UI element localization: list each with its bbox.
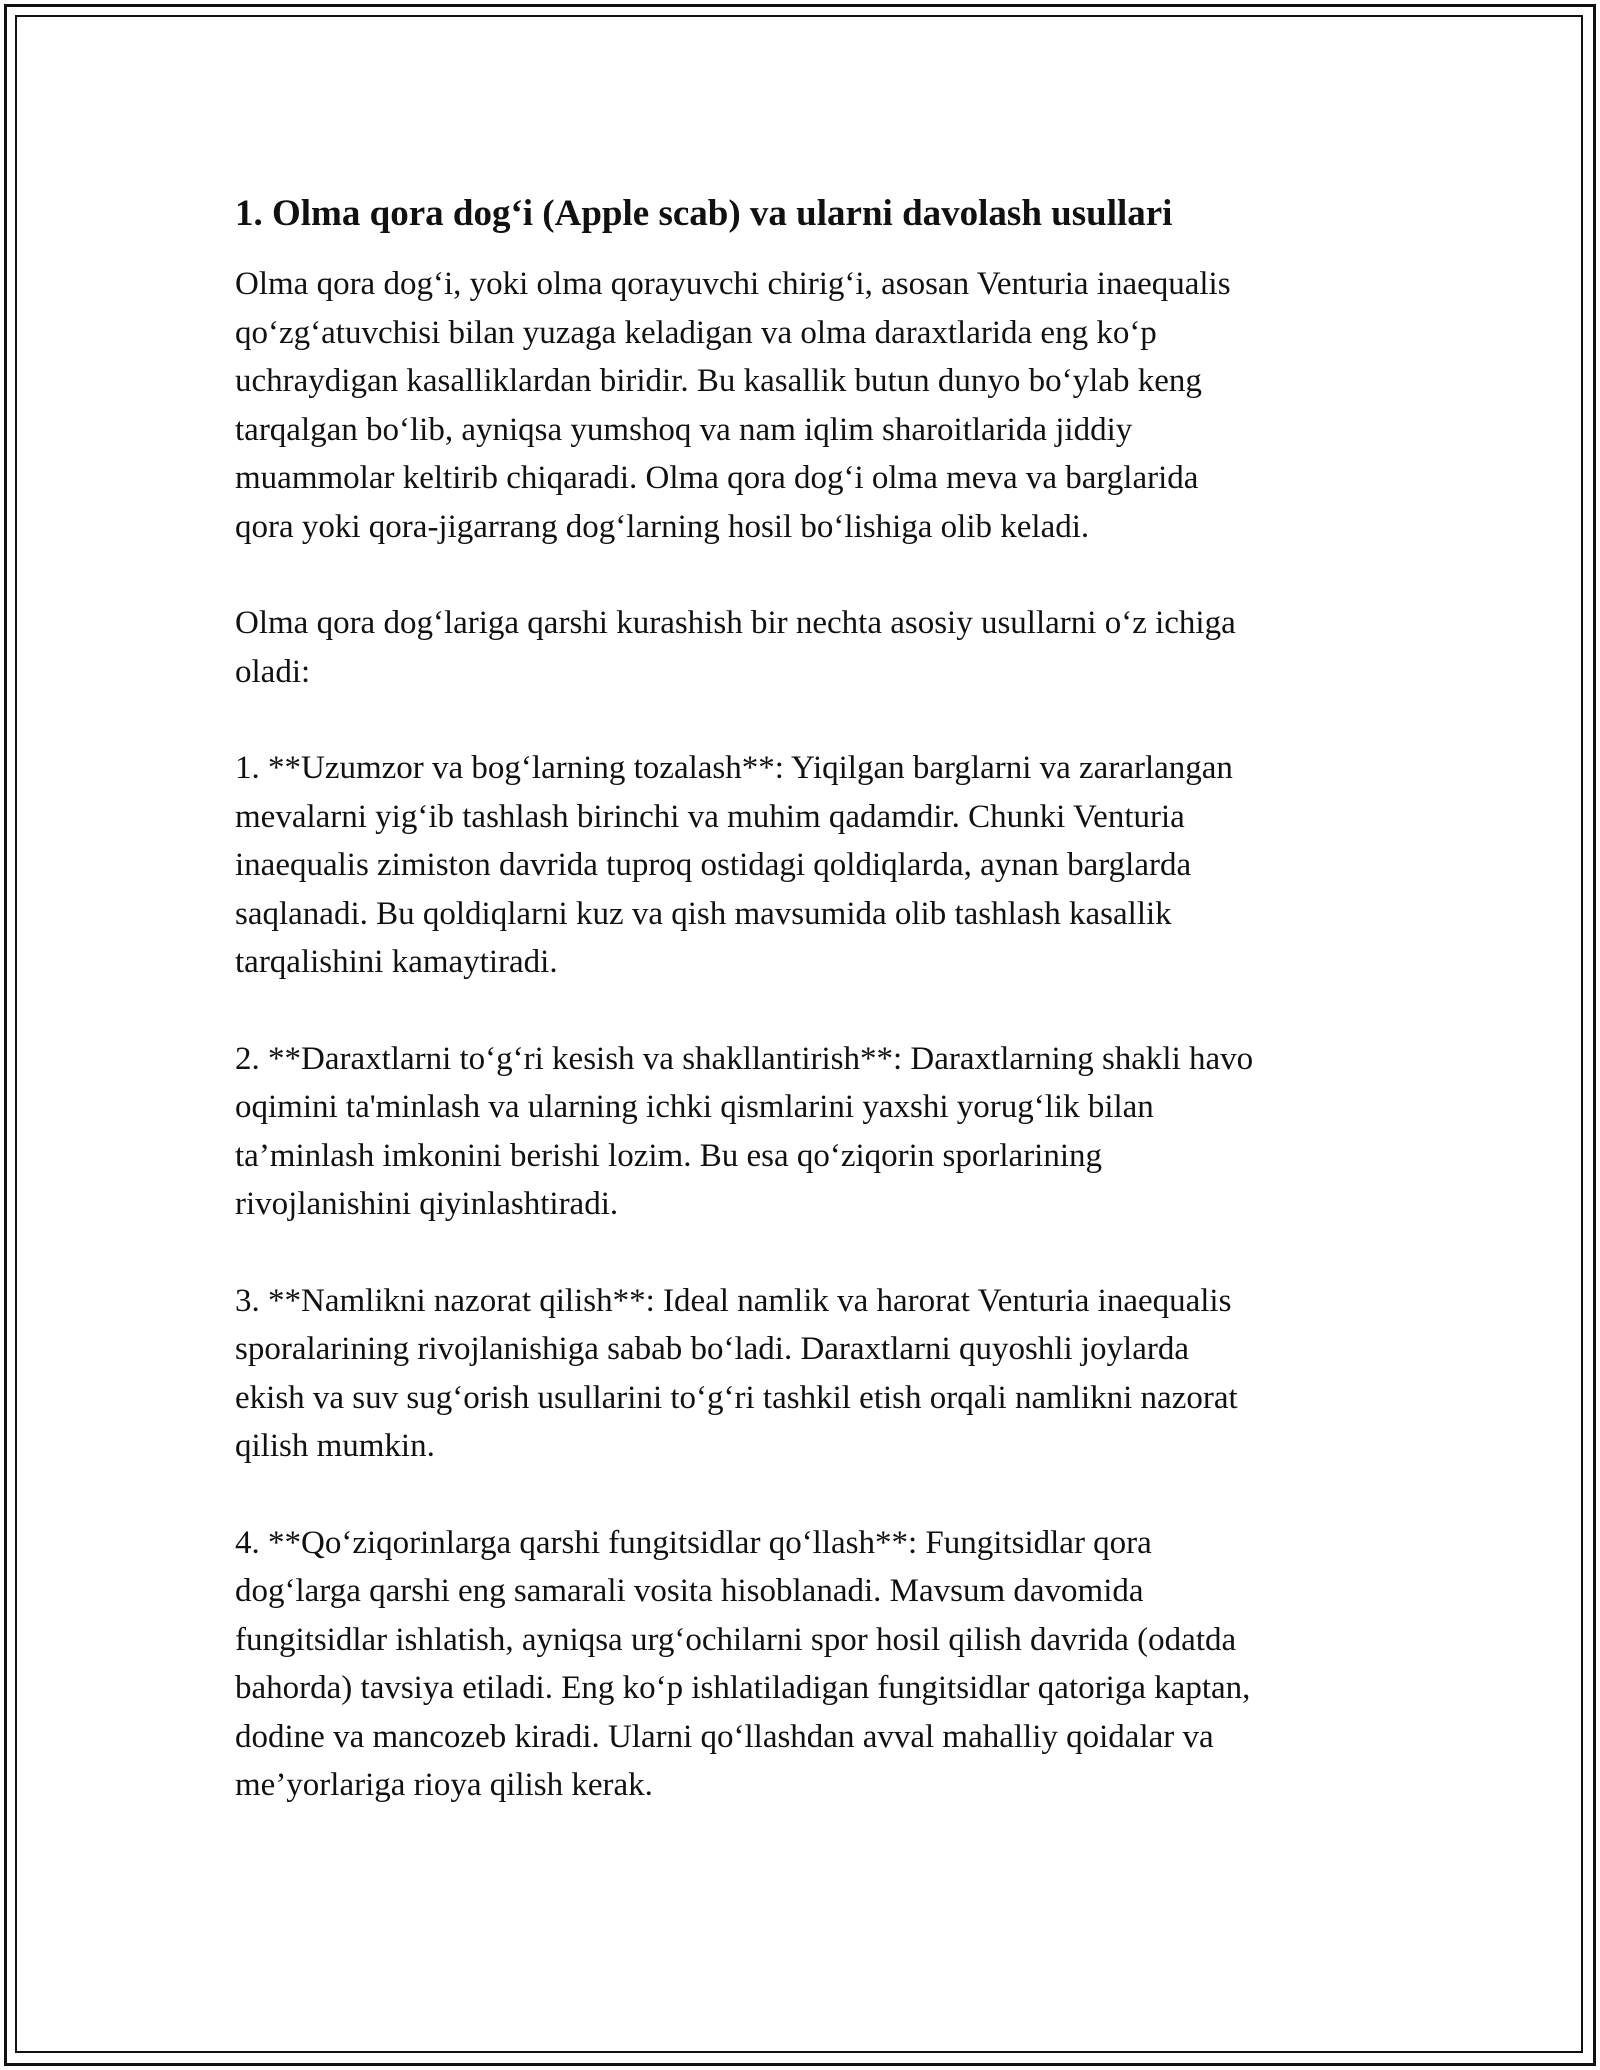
paragraph-method-1: 1. **Uzumzor va bog‘larning tozalash**: Yiqilgan barglarni va zararlangan mevalarni yig‘ib tashlash birinchi va muhim qadamdir. Chunki Venturia inaequalis zimiston davrida tuproq ostidagi qoldiqlarda, aynan barglarda saqlanadi. Bu qoldiqlarni kuz va qish mavsumida olib tashlash kasallik tarqalishini kamaytiradi. [235,750,1233,980]
paragraph-method-4: 4. **Qo‘ziqorinlarga qarshi fungitsidlar qo‘llash**: Fungitsidlar qora dog‘larga qarshi eng samarali vosita hisoblanadi. Mavsum davomida fungitsidlar ishlatish, ayniqsa urg‘ochilarni spor hosil qilish davrida (odatda bahorda) tavsiya etiladi. Eng ko‘p ishlatiladigan fungitsidlar qatoriga kaptan, dodine va mancozeb kiradi. Ularni qo‘llashdan avval mahalliy qoidalar va me’yorlariga rioya qilish kerak. [235,1524,1251,1803]
document-title: 1. Olma qora dog‘i (Apple scab) va ularni davolash usullari [235,193,1173,234]
document-body [235,188,1375,1858]
paragraph-method-2: 2. **Daraxtlarni to‘g‘ri kesish va shakllantirish**: Daraxtlarning shakli havo oqimini ta'minlash va ularning ichki qismlarini yaxshi yorug‘lik bilan ta’minlash imkonini berishi lozim. Bu esa qo‘ziqorin sporlarining rivojlanishini qiyinlashtiradi. [235,1040,1254,1222]
paragraph-method-3: 3. **Namlikni nazorat qilish**: Ideal namlik va harorat Venturia inaequalis sporalarining rivojlanishiga sabab bo‘ladi. Daraxtlarni quyoshli joylarda ekish va suv sug‘orish usullarini to‘g‘ri tashkil etish orqali namlikni nazorat qilish mumkin. [235,1282,1238,1464]
paragraph-methods-intro: Olma qora dog‘lariga qarshi kurashish bir nechta asosiy usullarni o‘z ichiga oladi: [235,605,1236,690]
paragraph-intro: Olma qora dog‘i, yoki olma qorayuvchi chirig‘i, asosan Venturia inaequalis qo‘zg‘atuvchisi bilan yuzaga keladigan va olma daraxtlarida eng ko‘p uchraydigan kasalliklardan biridir. Bu kasallik butun dunyo bo‘ylab keng tarqalgan bo‘lib, ayniqsa yumshoq va nam iqlim sharoitlarida jiddiy muammolar keltirib chiqaradi. Olma qora dog‘i olma meva va barglarida qora yoki qora-jigarrang dog‘larning hosil bo‘lishiga olib keladi. [235,266,1231,545]
